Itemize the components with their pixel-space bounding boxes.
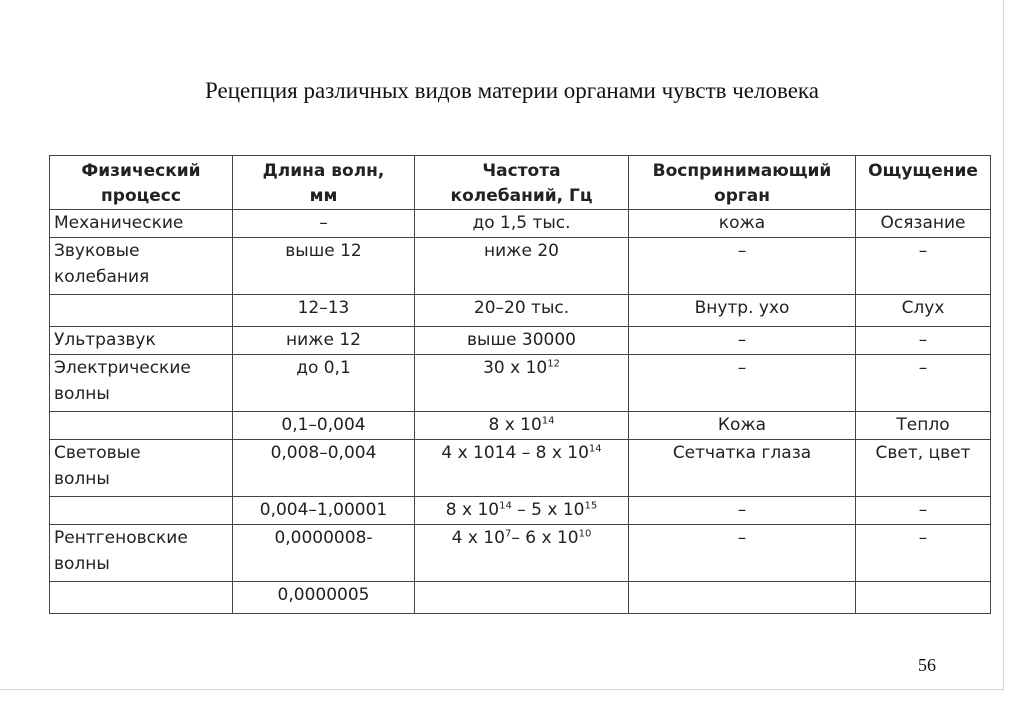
- header-frequency: Частота колебаний, Гц: [415, 156, 629, 210]
- cell-process: Ультразвук: [50, 327, 233, 355]
- cell-process: [50, 497, 233, 525]
- cell-frequency: [415, 582, 629, 614]
- cell-frequency: 8 х $10^{14} - 5$ х $10^{15}$: [415, 497, 629, 525]
- cell-organ: [629, 582, 856, 614]
- cell-organ: –: [629, 355, 856, 412]
- cell-sensation: Осязание: [856, 210, 991, 238]
- cell-frequency: 4 х $10^7-$ 6 х $10^{10}$: [415, 525, 629, 582]
- cell-process: Механические: [50, 210, 233, 238]
- cell-organ: –: [629, 327, 856, 355]
- cell-organ: Кожа: [629, 412, 856, 440]
- cell-wavelength: –: [233, 210, 415, 238]
- cell-wavelength: 0,008–0,004: [233, 440, 415, 497]
- cell-sensation: –: [856, 238, 991, 295]
- table-row: [50, 440, 991, 497]
- table-row: [50, 210, 991, 238]
- cell-process: [50, 295, 233, 327]
- table-header-row: [50, 156, 991, 210]
- header-sensation: Ощущение: [856, 156, 991, 210]
- header-process: Физический процесс: [50, 156, 233, 210]
- reception-table: [49, 155, 991, 614]
- cell-wavelength: до 0,1: [233, 355, 415, 412]
- table-row: [50, 355, 991, 412]
- table-row: [50, 412, 991, 440]
- cell-process: Электрические волны: [50, 355, 233, 412]
- cell-wavelength: ниже 12: [233, 327, 415, 355]
- cell-frequency: 30 х $10^{12}$: [415, 355, 629, 412]
- cell-frequency: 4 х 1014 – 8 х $10^{14}$: [415, 440, 629, 497]
- cell-frequency: ниже 20: [415, 238, 629, 295]
- cell-wavelength: 12–13: [233, 295, 415, 327]
- cell-organ: –: [629, 238, 856, 295]
- page-number: 56: [918, 655, 936, 675]
- table-row: [50, 582, 991, 614]
- cell-frequency: 20–20 тыс.: [415, 295, 629, 327]
- cell-wavelength: 0,0000005: [233, 582, 415, 614]
- cell-sensation: Свет, цвет: [856, 440, 991, 497]
- table-row: [50, 525, 991, 582]
- cell-sensation: Тепло: [856, 412, 991, 440]
- cell-organ: кожа: [629, 210, 856, 238]
- cell-frequency: 8 х $10^{14}$: [415, 412, 629, 440]
- cell-sensation: –: [856, 355, 991, 412]
- cell-wavelength: 0,004–1,00001: [233, 497, 415, 525]
- cell-wavelength: выше 12: [233, 238, 415, 295]
- table-row: [50, 295, 991, 327]
- cell-sensation: –: [856, 327, 991, 355]
- header-organ: Воспринимающий орган: [629, 156, 856, 210]
- cell-frequency: выше 30000: [415, 327, 629, 355]
- cell-wavelength: 0,1–0,004: [233, 412, 415, 440]
- cell-process: Звуковые колебания: [50, 238, 233, 295]
- table-row: [50, 238, 991, 295]
- table-row: [50, 327, 991, 355]
- cell-process: Световые волны: [50, 440, 233, 497]
- cell-process: [50, 582, 233, 614]
- cell-organ: Внутр. ухо: [629, 295, 856, 327]
- cell-organ: –: [629, 497, 856, 525]
- slide-title: Рецепция различных видов материи органами чувств человека: [205, 78, 819, 103]
- cell-process: [50, 412, 233, 440]
- cell-frequency: до 1,5 тыс.: [415, 210, 629, 238]
- cell-sensation: –: [856, 497, 991, 525]
- cell-sensation: Слух: [856, 295, 991, 327]
- table-row: [50, 497, 991, 525]
- cell-organ: –: [629, 525, 856, 582]
- header-wavelength: Длина волн, мм: [233, 156, 415, 210]
- cell-sensation: –: [856, 525, 991, 582]
- cell-wavelength: 0,0000008-: [233, 525, 415, 582]
- cell-process: Рентгеновские волны: [50, 525, 233, 582]
- cell-organ: Сетчатка глаза: [629, 440, 856, 497]
- cell-sensation: [856, 582, 991, 614]
